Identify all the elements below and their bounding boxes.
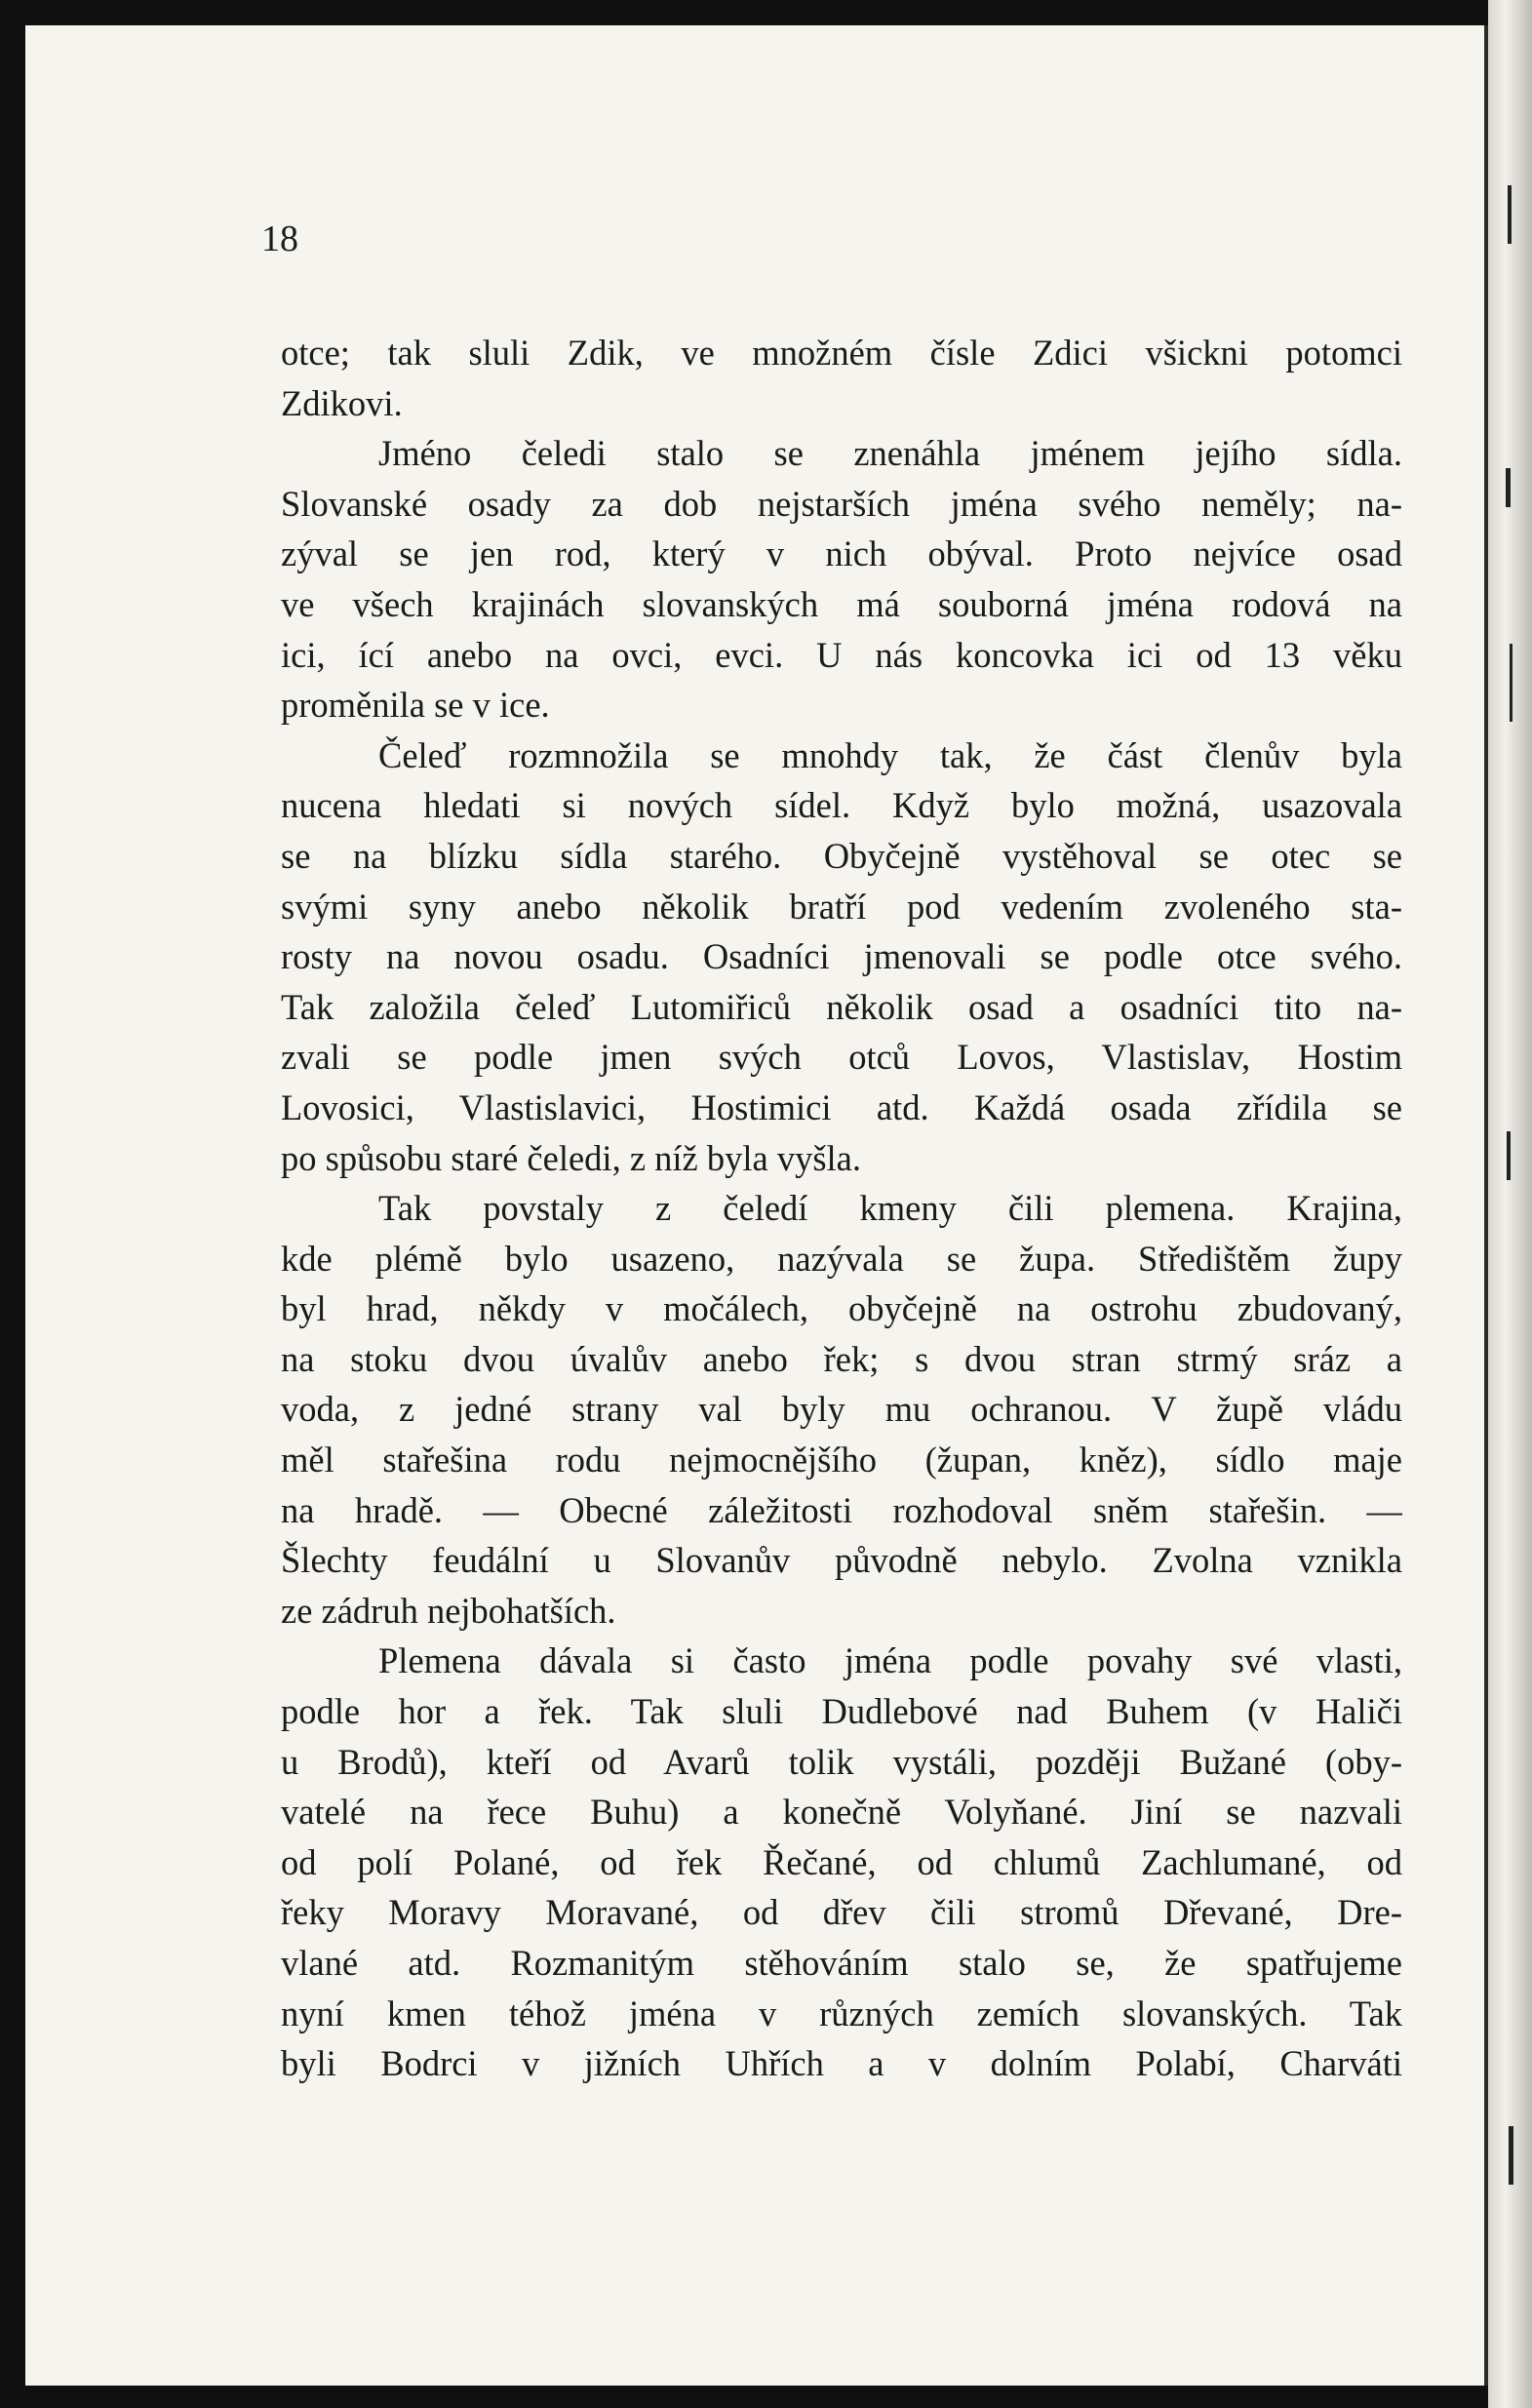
page-binding-edge [1488, 0, 1532, 2408]
text-line: ze zádruh nejbohatších. [281, 1590, 616, 1631]
text-line: Tak založila čeleď Lutomiřiců několik osad a osadníci tito na- [281, 986, 1402, 1027]
text-line: vlané atd. Rozmanitým stěhováním stalo se, že spatřujeme [281, 1943, 1402, 1983]
text-line: Slovanské osady za dob nejstarších jména svého neměly; na- [281, 483, 1402, 524]
text-line: ve všech krajinách slovanských má souborná jména rodová na [281, 583, 1402, 624]
text-line: u Brodů), kteří od Avarů tolik vystáli, později Bužané (oby- [281, 1741, 1402, 1782]
book-page [25, 25, 1488, 2386]
text-line: byli Bodrci v jižních Uhřích a v dolním Polabí, Charváti [281, 2043, 1402, 2084]
text-line: Zdikovi. [281, 382, 403, 423]
text-line: otce; tak sluli Zdik, ve množném čísle Zdici všickni potomci [281, 333, 1402, 373]
text-line: od polí Polané, od řek Řečané, od chlumů Zachlumané, od [281, 1841, 1402, 1882]
text-line: na hradě. — Obecné záležitosti rozhodoval sněm stařešin. — [281, 1489, 1402, 1530]
text-line: kde plémě bylo usazeno, nazývala se župa. Středištěm župy [281, 1238, 1402, 1279]
text-line: Lovosici, Vlastislavici, Hostimici atd. Každá osada zřídila se [281, 1086, 1402, 1127]
text-line: ici, ící anebo na ovci, evci. U nás koncovka ici od 13 věku [281, 634, 1402, 675]
text-line: svými syny anebo několik bratří pod vedením zvoleného sta- [281, 886, 1402, 927]
text-line: rosty na novou osadu. Osadníci jmenovali se podle otce svého. [281, 936, 1402, 977]
text-line: voda, z jedné strany val byly mu ochranou. V župě vládu [281, 1389, 1402, 1430]
text-line: nucena hledati si nových sídel. Když bylo možná, usazovala [281, 785, 1402, 826]
text-line: na stoku dvou úvalův anebo řek; s dvou stran strmý sráz a [281, 1338, 1402, 1379]
page-text [281, 328, 1402, 2089]
text-line: zýval se jen rod, který v nich obýval. Proto nejvíce osad [281, 533, 1402, 574]
text-line: po spůsobu staré čeledi, z níž byla vyšla. [281, 1137, 861, 1178]
text-line: řeky Moravy Moravané, od dřev čili stromů Dřevané, Dre- [281, 1892, 1402, 1933]
text-line: nyní kmen téhož jména v různých zemích slovanských. Tak [281, 1993, 1402, 2033]
text-line: Jméno čeledi stalo se znenáhla jménem jejího sídla. [378, 433, 1402, 474]
text-line: byl hrad, někdy v močálech, obyčejně na ostrohu zbudovaný, [281, 1288, 1402, 1329]
page-number: 18 [261, 218, 298, 259]
text-line: Čeleď rozmnožila se mnohdy tak, že část členův byla [378, 734, 1402, 775]
text-line: měl stařešina rodu nejmocnějšího (župan, kněz), sídlo maje [281, 1440, 1402, 1480]
text-line: Šlechty feudální u Slovanův původně nebylo. Zvolna vznikla [281, 1540, 1402, 1581]
text-line: zvali se podle jmen svých otců Lovos, Vlastislav, Hostim [281, 1037, 1402, 1078]
text-line: podle hor a řek. Tak sluli Dudlebové nad Buhem (v Haliči [281, 1691, 1402, 1732]
text-line: vatelé na řece Buhu) a konečně Volyňané. Jiní se nazvali [281, 1792, 1402, 1833]
text-line: proměnila se v ice. [281, 685, 550, 726]
text-line: Plemena dávala si často jména podle povahy své vlasti, [378, 1640, 1402, 1681]
text-line: Tak povstaly z čeledí kmeny čili plemena. Krajina, [378, 1188, 1402, 1229]
text-line: se na blízku sídla starého. Obyčejně vystěhoval se otec se [281, 835, 1402, 876]
